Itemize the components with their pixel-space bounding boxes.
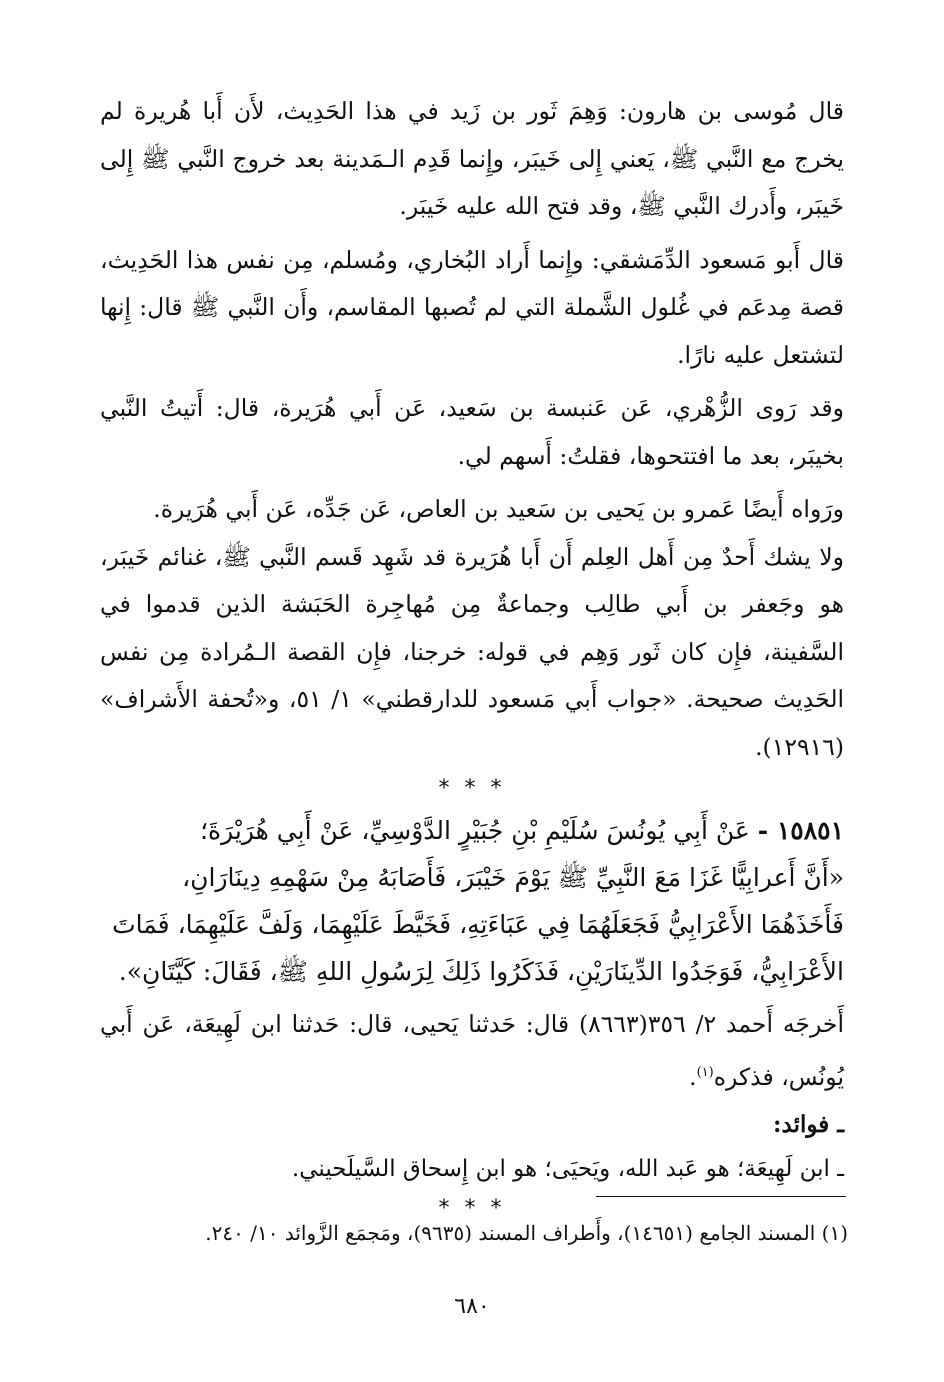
fawaid-item: ـ ابن لَهِيعَة؛ هو عَبد الله، ويَحيَى؛ هو ابن إِسحاق السَّيلَحيني. [291, 1155, 844, 1182]
footnote-ref[interactable]: (١) [696, 1064, 714, 1080]
paragraph-no-doubt: ولا يشك أَحدٌ مِن أَهل العِلم أَن أَبا هُرَيرة قد شَهِد قَسم النَّبي ﷺ، غنائم خَيبَر، هو وجَعفر بن أَبي طالِب وجماعةٌ مِن مُهاجِرة الحَبَشة الذين قدموا في السَّفينة، فإِن كان ثَور وَهِم في قوله: خرجنا، فإِن القصة الـمُرادة مِن نفس الحَدِيث صحيحة. «جواب أَبي مَسعود للدارقطني» ١/ ٥١، و«تُحفة الأَشراف» (١٢٩١٦). [100, 542, 845, 761]
page-number: ٦٨٠ [454, 1294, 490, 1319]
main-text [100, 88, 844, 1227]
paragraph-abu-masud: قال أَبو مَسعود الدِّمَشقي: وإِنما أَراد البُخاري، ومُسلم، مِن نفس هذا الحَدِيث، قصة مِدعَم في غُلول الشَّملة التي لم تُصبها المقاسم، وأَن النَّبي ﷺ قال: إِنها لتشتعل عليه نارًا. [100, 245, 844, 369]
takhrij-paragraph [100, 1001, 844, 1101]
paragraph-amr-ibn-yahya: ورَواه أَيضًا عَمرو بن يَحيى بن سَعيد بن العاص، عَن جَدِّه، عَن أَبي هُرَيرة. [153, 495, 844, 523]
hadith-number: ١٥٨٥١ - [757, 816, 844, 845]
paragraph-musa-ibn-harun: قال مُوسى بن هارون: وَهِمَ ثَور بن زَيد في هذا الحَدِيث، لأَن أَبا هُريرة لم يخرج مع النَّبي ﷺ، يَعني إِلى خَيبَر، وإِنما قَدِم الـمَدينة بعد خروج النَّبي ﷺ إِلى خَيبَر، وأَدرك النَّبي ﷺ، وقد فتح الله عليه خَيبَر. [100, 97, 844, 220]
takhrij-end: . [689, 1062, 697, 1091]
footnote-divider [596, 1196, 846, 1197]
hadith-isnad: عَنْ أَبِي يُونُسَ سُلَيْمِ بْنِ جُبَيْرٍ الدَّوْسِيِّ، عَنْ أَبِي هُرَيْرَةَ؛ [200, 816, 750, 845]
paragraph-zuhri: وقد رَوى الزُّهْري، عَن عَنبسة بن سَعيد، عَن أَبي هُرَيرة، قال: أَتيتُ النَّبي بخيبَر، بعد ما افتتحوها، فقلتُ: أَسهم لي. [100, 394, 844, 470]
hadith-isnad-line [100, 807, 844, 854]
section-separator-end: * * * [438, 1195, 506, 1221]
section-separator: * * * [438, 776, 506, 801]
hadith-matn: «أَنَّ أَعرابِيًّا غَزَا مَعَ النَّبِيِّ ﷺ يَوْمَ خَيْبَرَ، فَأَصَابَهُ مِنْ سَهْمِهِ دِينَارَانِ، فَأَخَذَهُمَا الأَعْرَابِيُّ فَجَعَلَهُمَا فِي عَبَاءَتِهِ، فَخَيَّطَ عَلَيْهِمَا، وَلَفَّ عَلَيْهِمَا، فَمَاتَ الأَعْرَابِيُّ، فَوَجَدُوا الدِّينَارَيْنِ، فَذَكَرُوا ذَلِكَ لِرَسُولِ اللهِ ﷺ، فَقَالَ: كَيَّتَانِ». [112, 863, 844, 986]
fawaid-heading: ـ فوائد: [773, 1110, 844, 1138]
takhrij-text: أَخرجَه أَحمد ٢/ ٣٥٦(٨٦٦٣) قال: حَدثنا يَحيى، قال: حَدثنا ابن لَهِيعَة، عَن أَبي يُونُس، فذكره [100, 1010, 844, 1091]
footnote: (١) المسند الجامع (١٤٦٥١)، وأَطراف المسند (٩٦٣٥)، ومَجمَع الزَّوائد ١٠/ ٢٤٠. [205, 1221, 848, 1245]
